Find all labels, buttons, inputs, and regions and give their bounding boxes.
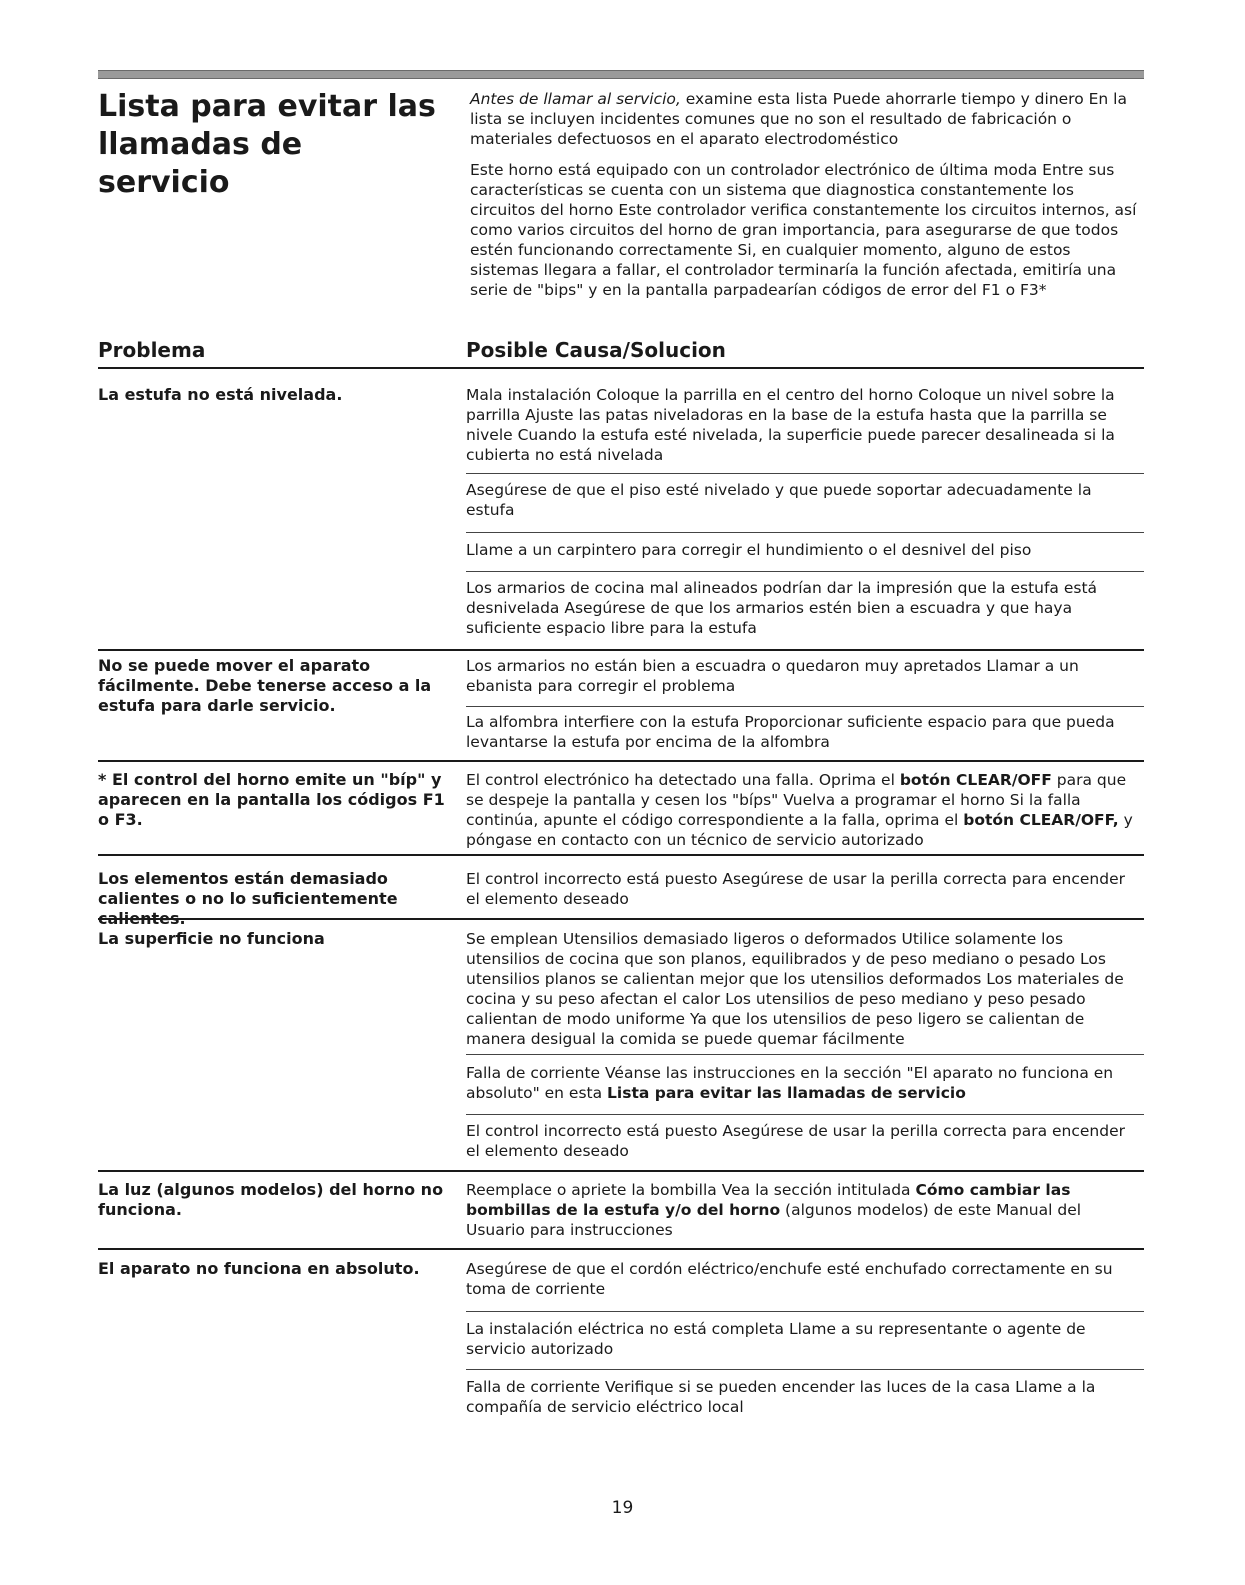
intro-p1-rest: examine esta lista Puede ahorrarle tiempo y dinero En la lista se incluyen incidentes comunes que no son el resultado de fabricación o materiales defectuosos en el aparato electrodoméstico [470, 90, 1127, 148]
clear-off-button-ref: botón CLEAR/OFF, [963, 811, 1119, 829]
cause-divider [466, 706, 1144, 707]
problem-cell: No se puede mover el aparato fácilmente. Debe tenerse acceso a la estufa para darle servicio. [98, 656, 432, 715]
cause-cell: El control incorrecto está puesto Asegúrese de usar la perilla correcta para encender el elemento deseado [466, 1122, 1125, 1160]
cause-text: El control electrónico ha detectado una falla. Oprima el [466, 771, 900, 789]
problem-cell: Los elementos están demasiado calientes o no lo suficientemente calientes. [98, 869, 398, 928]
clear-off-button-ref: botón CLEAR/OFF [899, 771, 1052, 789]
cause-cell: La alfombra interfiere con la estufa Proporcionar suficiente espacio para que pueda levantarse la estufa por encima de la alfombra [466, 713, 1115, 751]
intro-italic: Antes de llamar al servicio, [470, 90, 681, 108]
page-number: 19 [611, 1498, 634, 1518]
problem-cell: La luz (algunos modelos) del horno no funciona. [98, 1180, 444, 1219]
cause-divider [466, 1311, 1144, 1312]
top-rule [98, 70, 1144, 79]
cause-divider [466, 1054, 1144, 1055]
cause-cell: Llame a un carpintero para corregir el hundimiento o el desnivel del piso [466, 541, 1032, 559]
intro-paragraph-1 [470, 89, 1142, 149]
problem-cell: El aparato no funciona en absoluto. [98, 1259, 420, 1278]
row-divider [98, 649, 1144, 651]
row-divider [98, 854, 1144, 856]
problem-header: Problema [98, 338, 206, 362]
cause-text: y póngase en contacto con un técnico de servicio autorizado [466, 811, 1133, 849]
problem-cell: * El control del horno emite un "bíp" y aparecen en la pantalla los códigos F1 o F3. [98, 770, 445, 829]
cause-cell: Los armarios no están bien a escuadra o quedaron muy apretados Llamar a un ebanista para corregir el problema [466, 657, 1079, 695]
cause-divider [466, 1114, 1144, 1115]
cause-cell: Falla de corriente Verifique si se pueden encender las luces de la casa Llame a la compañía de servicio eléctrico local [466, 1378, 1096, 1416]
intro-paragraph-2: Este horno está equipado con un controlador electrónico de última moda Entre sus características se cuenta con un sistema que diagnostica constantemente los circuitos del horno Este controlador verifica constantemente los circuitos internos, así como varios circuitos del horno de gran importancia, para asegurarse de que todos estén funcionando correctamente Si, en cualquier momento, alguno de estos sistemas llegara a fallar, el controlador terminaría la función afectada, emitiría una serie de "bips" y en la pantalla parpadearían códigos de error del F1 o F3* [470, 161, 1137, 299]
cause-text: Falla de corriente Véanse las instrucciones en la sección "El aparato no funciona en absoluto" en esta [466, 1064, 1114, 1102]
cause-cell: La instalación eléctrica no está completa Llame a su representante o agente de servicio autorizado [466, 1320, 1086, 1358]
cause-text: para que se despeje la pantalla y cesen los "bíps" Vuelva a programar el horno Si la falla continúa, apunte el código correspondiente a la falla, oprima el [466, 771, 1127, 829]
page-title: Lista para evitar las llamadas de servicio [98, 89, 436, 200]
cause-header: Posible Causa/Solucion [466, 338, 726, 362]
row-divider [98, 760, 1144, 762]
cause-cell [466, 1180, 1140, 1240]
cause-cell: El control incorrecto está puesto Asegúrese de usar la perilla correcta para encender el elemento deseado [466, 870, 1125, 908]
header-rule [98, 367, 1144, 369]
row-divider [98, 918, 1144, 920]
cause-divider [466, 571, 1144, 572]
problem-cell: La superficie no funciona [98, 929, 325, 948]
cause-cell: Mala instalación Coloque la parrilla en el centro del horno Coloque un nivel sobre la parrilla Ajuste las patas niveladoras en la base de la estufa hasta que la parrilla se nivele Cuando la estufa esté nivelada, la superficie puede parecer desalineada si la cubierta no está nivelada [466, 386, 1115, 464]
row-divider [98, 1248, 1144, 1250]
cause-text: (algunos modelos) de este Manual del Usuario para instrucciones [466, 1201, 1082, 1239]
problem-cell: La estufa no está nivelada. [98, 385, 343, 404]
cause-cell [466, 1063, 1140, 1103]
cause-cell: Asegúrese de que el cordón eléctrico/enchufe esté enchufado correctamente en su toma de corriente [466, 1260, 1113, 1298]
cause-divider [466, 532, 1144, 533]
cause-bold-ref: Lista para evitar las llamadas de servicio [607, 1084, 966, 1102]
cause-cell [466, 770, 1140, 850]
cause-bold-ref: Cómo cambiar las bombillas de la estufa y/o del horno [466, 1181, 1071, 1219]
intro-text [470, 89, 1142, 311]
cause-divider [466, 473, 1144, 474]
cause-cell: Se emplean Utensilios demasiado ligeros o deformados Utilice solamente los utensilios de cocina que son planos, equilibrados y de peso mediano o pesado Los utensilios planos se calientan mejor que los utensilios deformados Los materiales de cocina y su peso afectan el calor Los utensilios de peso mediano y peso pesado calientan de modo uniforme Ya que los utensilios de peso ligero se calientan de manera desigual la comida se puede quemar fácilmente [466, 930, 1124, 1048]
cause-cell: Asegúrese de que el piso esté nivelado y que puede soportar adecuadamente la estufa [466, 481, 1092, 519]
cause-divider [466, 1369, 1144, 1370]
cause-cell: Los armarios de cocina mal alineados podrían dar la impresión que la estufa está desnivelada Asegúrese de que los armarios estén bien a escuadra y que haya suficiente espacio libre para la estufa [466, 579, 1098, 637]
row-divider [98, 1170, 1144, 1172]
cause-text: Reemplace o apriete la bombilla Vea la sección intitulada [466, 1181, 916, 1199]
